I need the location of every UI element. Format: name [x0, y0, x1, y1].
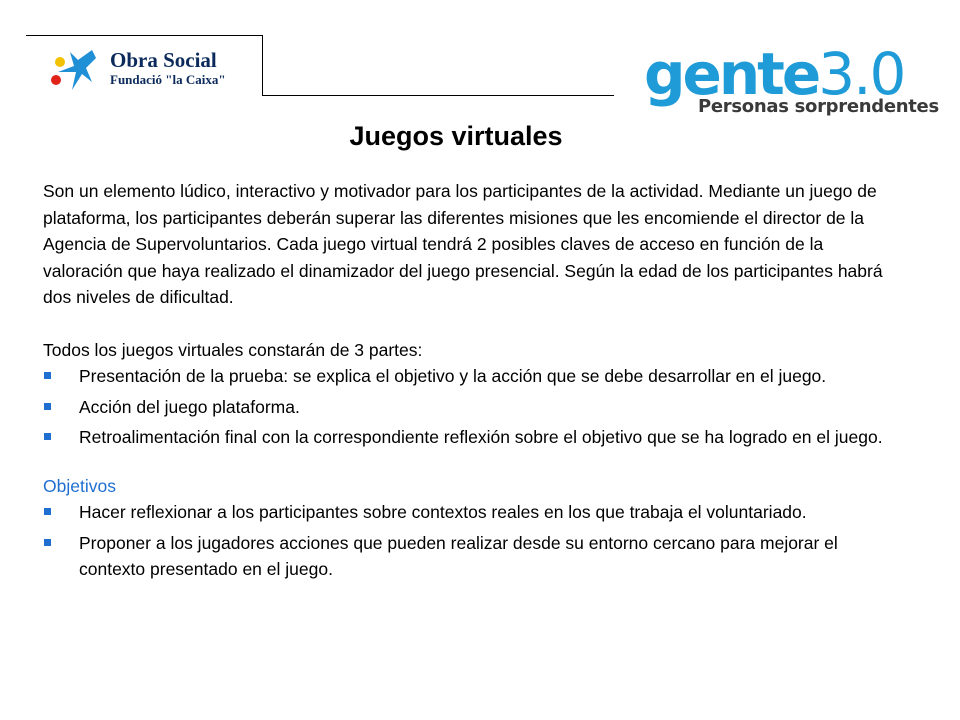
bullet-square-icon [44, 508, 51, 515]
list-item-text: Acción del juego plataforma. [79, 396, 300, 417]
bullet-square-icon [44, 403, 51, 410]
parts-intro: Todos los juegos virtuales constarán de 3 partes: [43, 339, 423, 360]
list-item [43, 424, 903, 451]
gente-logo [644, 40, 939, 120]
intro-paragraph: Son un elemento lúdico, interactivo y motivador para los participantes de la actividad. Mediante un juego de plataforma, los participantes deberán superar las diferentes misiones que les encomiende el director de la Agencia de Supervoluntarios. Cada juego virtual tendrá 2 posibles claves de acceso en función de la valoración que haya realizado el dinamizador del juego presencial. Según la edad de los participantes habrá dos niveles de dificultad. [43, 181, 883, 307]
page-title: Juegos virtuales [349, 121, 563, 151]
slide-header [0, 0, 960, 130]
gente-word: gente [644, 40, 819, 108]
header-divider [262, 95, 614, 96]
list-item [43, 394, 903, 421]
list-item-text: Hacer reflexionar a los participantes sobre contextos reales en los que trabaja el voluntariado. [79, 502, 807, 522]
list-item-text: Proponer a los jugadores acciones que pueden realizar desde su entorno cercano para mejorar el contexto presentado en el juego. [79, 532, 838, 579]
gente-tagline: Personas sorprendentes [698, 96, 939, 117]
gente-number: 3.0 [818, 40, 905, 108]
objetivos-heading: Objetivos [43, 475, 116, 496]
bullet-square-icon [44, 539, 51, 546]
obra-social-subtitle: Fundació "la Caixa" [110, 72, 226, 87]
list-item-text: Retroalimentación final con la correspondiente reflexión sobre el objetivo que se ha logrado en el juego. [79, 427, 883, 447]
list-item [43, 499, 903, 526]
bullet-square-icon [44, 433, 51, 440]
list-item-text: Presentación de la prueba: se explica el objetivo y la acción que se debe desarrollar en el juego. [79, 366, 827, 386]
slide-body [43, 178, 903, 587]
la-caixa-star-icon [48, 46, 98, 94]
list-item [43, 530, 903, 583]
obra-social-title: Obra Social [110, 48, 217, 72]
list-item [43, 363, 903, 390]
bullet-square-icon [44, 372, 51, 379]
obra-social-logo [48, 46, 238, 94]
parts-list [43, 363, 903, 451]
objetivos-list [43, 499, 903, 583]
